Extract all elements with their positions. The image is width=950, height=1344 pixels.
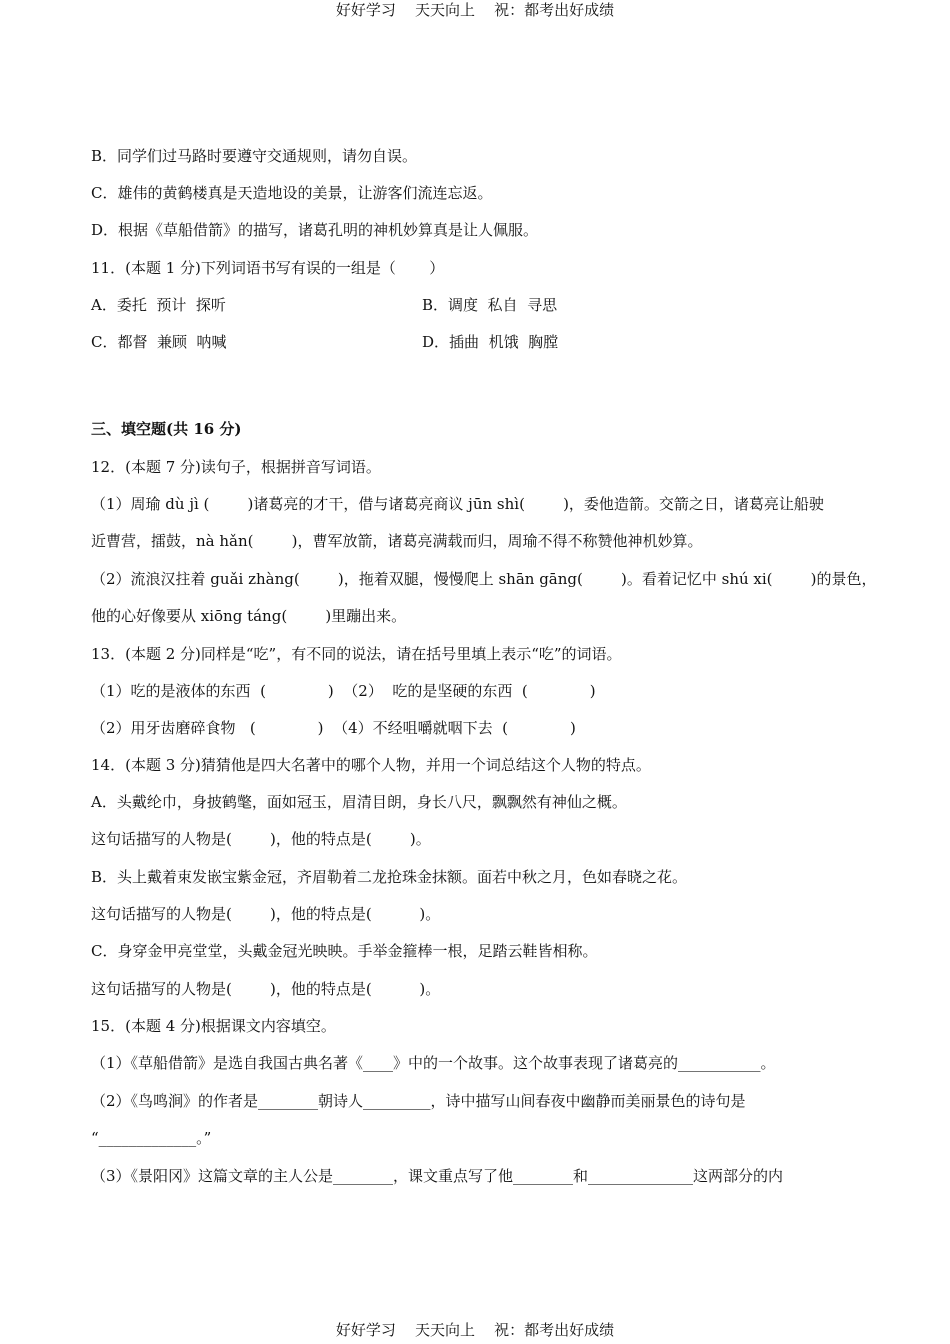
q14-b-answer: 这句话描写的人物是( )，他的特点是( )。: [91, 905, 441, 923]
q15-part2-line2: “_____________。”: [91, 1129, 212, 1147]
q15-part1: （1）《草船借箭》是选自我国古典名著《____》中的一个故事。这个故事表现了诸葛亮的___________。: [91, 1054, 776, 1072]
q12-part2-line1: （2）流浪汉拄着 guǎi zhàng( )，拖着双腿，慢慢爬上 shān gāng( )。看着记忆中 shú xi( )的景色，: [91, 570, 877, 588]
q10-option-d: D．根据《草船借箭》的描写，诸葛孔明的神机妙算真是让人佩服。: [91, 221, 539, 239]
q12-part1-line2: 近曹营，擂鼓，nà hǎn( )，曹军放箭，诸葛亮满载而归，周瑜不得不称赞他神机妙算。: [91, 532, 703, 550]
q10-option-c: C．雄伟的黄鹤楼真是天造地设的美景，让游客们流连忘返。: [91, 184, 493, 202]
q13-row1: （1）吃的是液体的东西 ( ) （2） 吃的是坚硬的东西 ( ): [91, 682, 596, 700]
q12-stem: 12．(本题 7 分)读句子，根据拼音写词语。: [91, 458, 381, 476]
q15-part3: （3）《景阳冈》这篇文章的主人公是________，课文重点写了他________和______________这两部分的内: [91, 1167, 784, 1185]
q14-c-text: C．身穿金甲亮堂堂，头戴金冠光映映。手举金箍棒一根，足踏云鞋皆相称。: [91, 942, 598, 960]
q10-option-b: B．同学们过马路时要遵守交通规则，请勿自误。: [91, 147, 418, 165]
q11-option-c: C．都督 兼顾 呐喊: [91, 333, 227, 351]
q14-c-answer: 这句话描写的人物是( )，他的特点是( )。: [91, 980, 441, 998]
q11-option-a: A．委托 预计 探听: [91, 296, 226, 314]
q11-option-b: B．调度 私自 寻思: [422, 296, 558, 314]
q14-b-text: B．头上戴着束发嵌宝紫金冠，齐眉勒着二龙抢珠金抹额。面若中秋之月，色如春晓之花。: [91, 868, 688, 886]
section-3-title: 三、填空题(共 16 分): [91, 420, 242, 438]
q12-part2-line2: 他的心好像要从 xiōng táng( )里蹦出来。: [91, 607, 407, 625]
q14-stem: 14．(本题 3 分)猜猜他是四大名著中的哪个人物，并用一个词总结这个人物的特点。: [91, 756, 651, 774]
q13-stem: 13．(本题 2 分)同样是“吃”，有不同的说法，请在括号里填上表示“吃”的词语。: [91, 645, 622, 663]
q12-part1-line1: （1）周瑜 dù jì ( )诸葛亮的才干，借与诸葛亮商议 jūn shì( )，委他造箭。交箭之日，诸葛亮让船驶: [91, 495, 824, 513]
q15-part2-line1: （2）《鸟鸣涧》的作者是________朝诗人_________，诗中描写山间春夜中幽静而美丽景色的诗句是: [91, 1092, 746, 1110]
q15-stem: 15．(本题 4 分)根据课文内容填空。: [91, 1017, 336, 1035]
page-footer: 好好学习 天天向上 祝：都考出好成绩: [335, 1321, 615, 1339]
q13-row2: （2）用牙齿磨碎食物 ( ) （4）不经咀嚼就咽下去 ( ): [91, 719, 576, 737]
q11-stem: 11．(本题 1 分)下列词语书写有误的一组是（ ）: [91, 259, 445, 277]
page-header: 好好学习 天天向上 祝：都考出好成绩: [335, 1, 615, 19]
q14-a-text: A．头戴纶巾，身披鹤氅，面如冠玉，眉清目朗，身长八尺，飘飘然有神仙之概。: [91, 793, 627, 811]
q11-option-d: D．插曲 机饿 胸膛: [422, 333, 559, 351]
q14-a-answer: 这句话描写的人物是( )，他的特点是( )。: [91, 830, 431, 848]
